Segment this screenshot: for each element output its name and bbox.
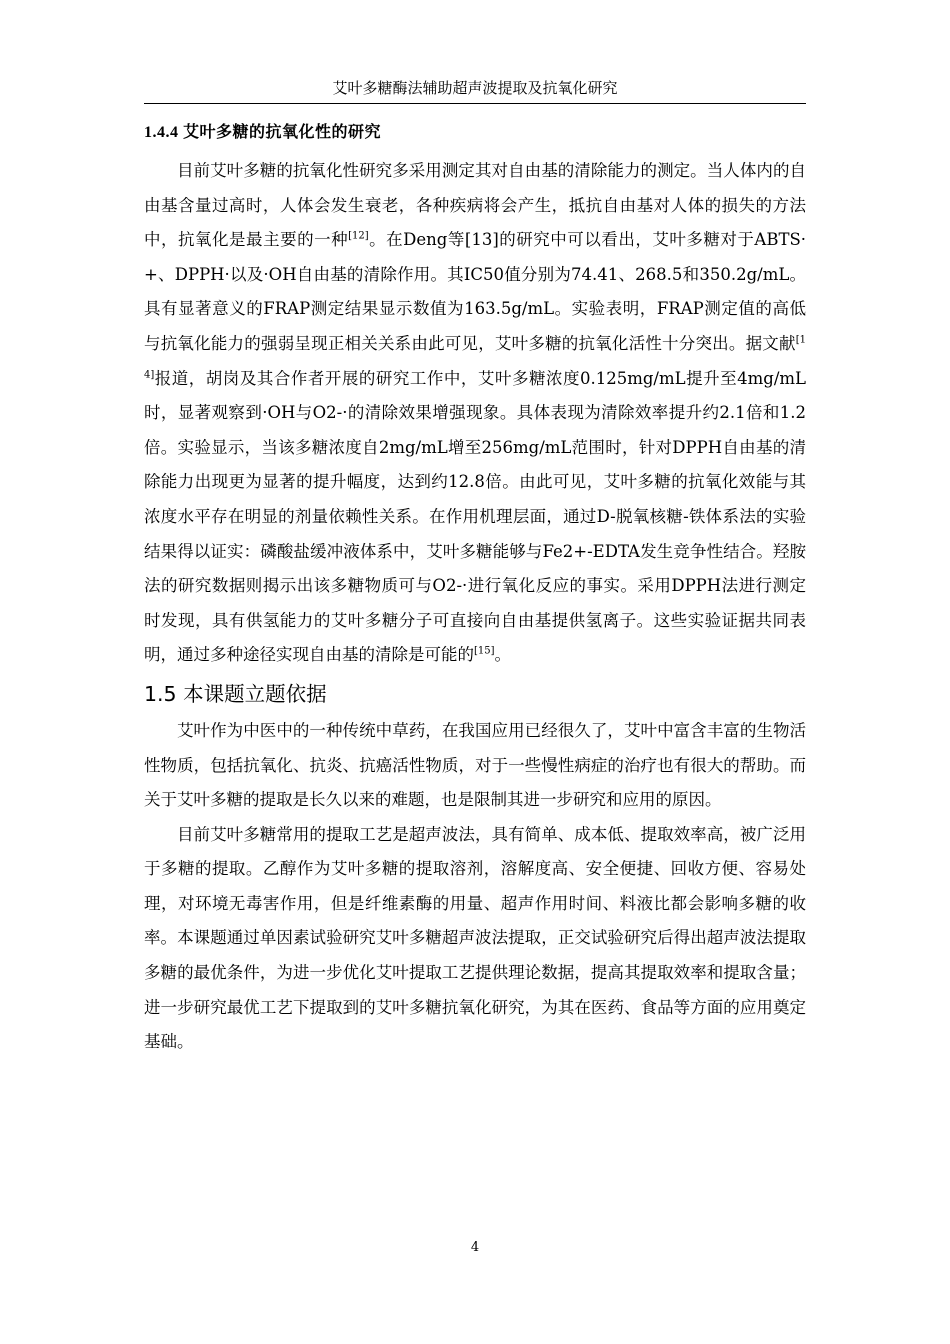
- paragraph-background: 艾叶作为中医中的一种传统中草药，在我国应用已经很久了，艾叶中富含丰富的生物活性物质，包括抗氧化、抗炎、抗癌活性物质，对于一些慢性病症的治疗也有很大的帮助。而关于艾叶多糖的提取是长久以来的难题，也是限制其进一步研究和应用的原因。: [144, 720, 806, 810]
- paragraph-text: 。: [494, 645, 512, 665]
- citation-12: [12]: [348, 230, 369, 242]
- section-heading-1-5: 1.5 本课题立题依据: [144, 681, 327, 706]
- citation-15: [15]: [474, 645, 495, 657]
- subsection-heading-1-4-4: 1.4.4 艾叶多糖的抗氧化性的研究: [144, 124, 382, 141]
- running-header: 艾叶多糖酶法辅助超声波提取及抗氧化研究: [332, 79, 618, 97]
- paragraph-method: 目前艾叶多糖常用的提取工艺是超声波法，具有简单、成本低、提取效率高，被广泛用于多糖的提取。乙醇作为艾叶多糖的提取溶剂，溶解度高、安全便捷、回收方便、容易处理，对环境无毒害作用，但是纤维素酶的用量、超声作用时间、料液比都会影响多糖的收率。本课题通过单因素试验研究艾叶多糖超声波法提取，正交试验研究后得出超声波法提取多糖的最优条件，为进一步优化艾叶提取工艺提供理论数据，提高其提取效率和提取含量；进一步研究最优工艺下提取到的艾叶多糖抗氧化研究，为其在医药、食品等方面的应用奠定基础。: [144, 824, 806, 1052]
- paragraph-antioxidant: [144, 154, 806, 673]
- page-body: [144, 118, 806, 1060]
- citation-14: [14]: [144, 334, 806, 381]
- paragraph-text: 目前艾叶多糖的抗氧化性研究多采用测定其对自由基的清除能力的测定。当人体内的自由基含量过高时，人体会发生衰老，各种疾病将会产生，抵抗自由基对人体的损失的方法中，抗氧化是最主要的一种: [144, 161, 806, 250]
- page-number: 4: [470, 1240, 480, 1255]
- paragraph-text: 报道，胡岗及其合作者开展的研究工作中，艾叶多糖浓度0.125mg/mL提升至4mg/mL时，显著观察到·OH与O2-·的清除效果增强现象。具体表现为清除效率提升约2.1倍和1.2倍。实验显示，当该多糖浓度自2mg/mL增至256mg/mL范围时，针对DPPH自由基的清除能力出现更为显著的提升幅度，达到约12.8倍。由此可见，艾叶多糖的抗氧化效能与其浓度水平存在明显的剂量依赖性关系。在作用机理层面，通过D-脱氧核糖-铁体系法的实验结果得以证实：磷酸盐缓冲液体系中，艾叶多糖能够与Fe2+-EDTA发生竞争性结合。羟胺法的研究数据则揭示出该多糖物质可与O2-·进行氧化反应的事实。采用DPPH法进行测定时发现，具有供氢能力的艾叶多糖分子可直接向自由基提供氢离子。这些实验证据共同表明，通过多种途径实现自由基的清除是可能的: [144, 368, 806, 665]
- header-rule: [144, 103, 806, 104]
- paragraph-text: 。在Deng等[13]的研究中可以看出，艾叶多糖对于ABTS·+、DPPH·以及·OH自由基的清除作用。其IC50值分别为74.41、268.5和350.2g/mL。具有显著意义的FRAP测定结果显示数值为163.5g/mL。实验表明，FRAP测定值的高低与抗氧化能力的强弱呈现正相关关系由此可见，艾叶多糖的抗氧化活性十分突出。据文献: [144, 230, 807, 353]
